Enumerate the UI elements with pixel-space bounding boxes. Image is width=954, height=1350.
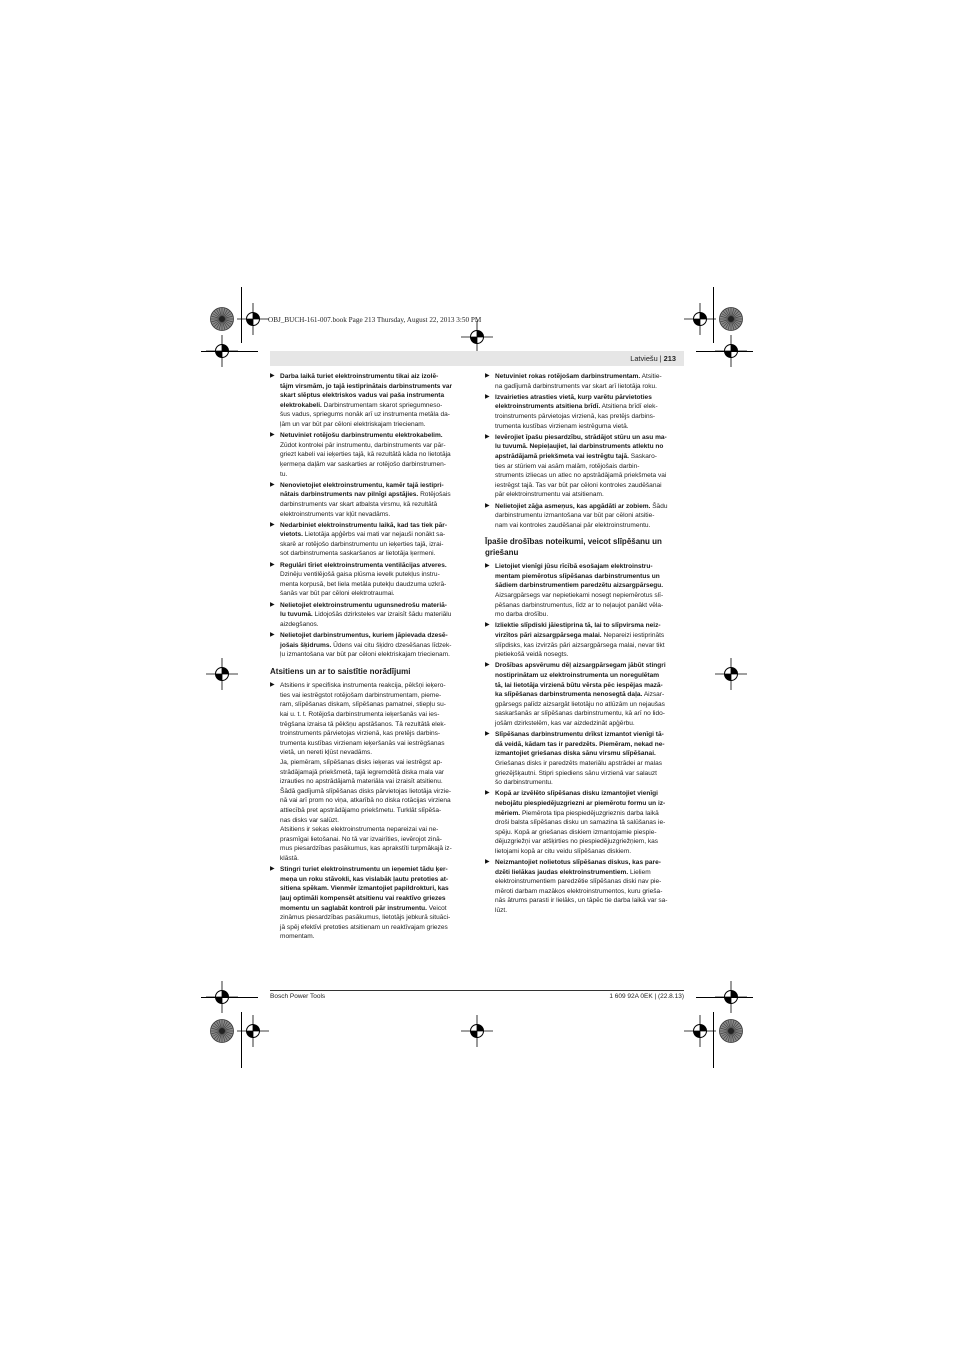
- list-item: [270, 865, 470, 942]
- list-item-body: Lidojošās dzirksteles var izraisīt šādu materiālu aizdegšanos.: [280, 611, 452, 628]
- list-item-text: [495, 372, 685, 391]
- list-item-body: Zūdot kontrolei pār instrumentu, darbinstruments var pār- griezt kabeli vai ieķerties tajā, kā rezultātā kāda no lietotāja ķermeņa daļām var saskarties ar rotējošo darbinstrumen- tu.: [280, 441, 451, 478]
- list-item-body: Aizsargpārsegs var nepietiekami nosegt nepiemērotus slī- pēšanas darbinstrumentus, līdz ar to neļaujot panākt vēla- mo darba drošību.: [495, 592, 664, 619]
- section-heading-kickback: Atsitiens un ar to saistītie norādījumi: [270, 666, 411, 676]
- list-item-body: Šādu darbinstrumentu izmantošana var būt par cēloni atsitie- nam vai kontroles zaudēšanai pār elektroinstrumentu.: [495, 502, 668, 529]
- list-item-bold: Nelietojiet zāģa asmeņus, kas apgādāti ar zobiem.: [495, 502, 651, 510]
- header-text: [630, 354, 676, 363]
- list-item-text: [495, 433, 685, 500]
- color-target-mark-icon: [209, 1018, 235, 1044]
- list-item-body: Ūdens vai citu šķidro dzesēšanas līdzek- ļu izmantošana var būt par cēloni elektriskajam triecienam.: [280, 641, 452, 659]
- list-item: [270, 521, 470, 559]
- list-item-bold: Nenovietojiet elektroinstrumentu, kamēr tajā iestipri- nātais darbinstruments nav pilnīgi apstājies.: [280, 481, 444, 499]
- crosshair-mark-icon: [715, 658, 747, 690]
- list-item-text: [280, 601, 470, 630]
- crosshair-mark-icon: [461, 1015, 493, 1047]
- list-item-text: [280, 631, 470, 660]
- list-item-bold: Ievērojiet īpašu piesardzību, strādājot stūru un asu ma- lu tuvumā. Nepieļaujiet, lai darbinstruments atlektu no apstrādājamā priekšmeta vai iestrēgtu tajā.: [495, 433, 667, 460]
- bullet-arrow-icon: ▶: [485, 563, 490, 570]
- list-item-body: Atsitie- na gadījumā darbinstruments var skart arī lietotāja roku.: [495, 373, 662, 390]
- crosshair-mark-icon: [684, 303, 716, 335]
- list-item-bold: Lietojiet vienīgi jūsu rīcībā esošajam elektroinstru- mentam piemērotus slīpēšanas darbinstrumentus un šādiem darbinstrumentiem paredzētu aizsargpārsegu.: [495, 563, 664, 590]
- list-item-body: Griešanas disks ir paredzēts materiālu apstrādei ar malas griezējšķautni. Stipri spiediens sānu virzienā var salauzt šo darbinstrumentu.: [495, 759, 663, 787]
- bullet-arrow-icon: ▶: [485, 433, 490, 440]
- page-header: [270, 351, 684, 366]
- bullet-arrow-icon: ▶: [270, 432, 275, 439]
- list-item-text: [495, 562, 685, 620]
- footer-code: 1 609 92A 0EK | (22.8.13): [609, 993, 684, 1000]
- right-items-top: [485, 372, 685, 530]
- list-item-bold: Stingri turiet elektroinstrumentu un ieņemiet tādu ķer- meņa un roku stāvokli, kas vislabāk ļautu pretoties at- sitiena spēkam. Vienmēr izmantojiet papildrokturi, kas ļauj optimāli kompensēt atsitienu vai reaktīvo griezes momentu un saglabāt kontroli pār instrumentu.: [280, 866, 449, 912]
- bullet-arrow-icon: ▶: [485, 790, 490, 797]
- section-heading-grinding: Īpašie drošības noteikumi, veicot slīpēšanu un griešanu: [485, 537, 662, 557]
- list-item-bold: Darba laikā turiet elektroinstrumentu tikai aiz izolē- tājm virsmām, jo tajā iestiprinātais darbinstruments var skart slēptus elektriskos vadus vai paša instrumenta elektrokabeli.: [280, 373, 453, 409]
- list-item-text: [280, 521, 470, 559]
- bullet-arrow-icon: ▶: [270, 632, 275, 638]
- bullet-arrow-icon: ▶: [270, 866, 275, 873]
- list-item-text: [495, 789, 685, 856]
- list-item-bold: Drošības apsvērumu dēļ aizsargpārsegam jābūt stingri nostiprinātam uz elektroinstrumenta un noregulētam tā, lai lietotāja virzienā būtu vērsta pēc iespējas mazā- ka slīpēšanas darbinstrumenta nenosegtā daļa.: [495, 662, 666, 699]
- list-item-bold: Netuviniet rokas rotējošam darbinstrumentam.: [495, 373, 641, 380]
- bullet-arrow-icon: ▶: [485, 502, 490, 509]
- list-item: [485, 562, 685, 620]
- footer-rule: [270, 990, 684, 991]
- left-column: [270, 372, 470, 944]
- list-item-text: [495, 502, 685, 531]
- crosshair-mark-icon: [461, 321, 493, 353]
- color-target-mark-icon: [718, 306, 744, 332]
- list-item-body: Nepareizi iestiprināts slīpdisks, kas izvirzās pāri aizsargpārsega malai, nevar tikt pietiekošā veidā nosegts.: [495, 632, 665, 659]
- bullet-arrow-icon: ▶: [485, 731, 490, 738]
- bullet-arrow-icon: ▶: [485, 622, 490, 629]
- list-item-text: [280, 481, 470, 519]
- list-item-body: Atsitiena brīdī elek- troinstruments pārvietojas virzienā, kas pretējs darbins- trumenta kustības virzienam iestrēguma vietā.: [495, 403, 658, 430]
- list-item: [270, 372, 470, 430]
- crosshair-mark-icon: [206, 335, 238, 367]
- color-target-mark-icon: [209, 306, 235, 332]
- list-item-text: [280, 372, 470, 430]
- list-item: [270, 561, 470, 599]
- list-item: [485, 502, 685, 531]
- list-item: [270, 431, 470, 479]
- list-item-body: Atsitiens ir specifiska instrumenta reakcija, pēkšņi ieķero- ties vai iestrēgstot rotējošam darbinstrumentam, pieme- ram, slīpēšanas diskam, slīpēšanas pamatnei, stiepļu su- kai u. t. t. Rotējoša darbinstrumenta ieķeršanās vai ies- trēgšana izraisa tā pēkšņu apstāšanos. Tā rezultātā elek- troinstruments pārvietojas virzienā, kas pretējs darbins- trumenta kustības virzienam ieķeršanās vai iestrēgšanas vietā, un nereti kļūst nevadāms. Ja, piemēram, slīpēšanas disks ieķeras vai iestrēgst ap- strādājamajā priekšmetā, tajā iegremdētā diska mala var izrauties no apstrādājamā materiāla vai izraisīt atsitienu. Šādā gadījumā slīpēšanas disks pārvietojas lietotāja virzie- nā vai arī prom no viņa, atkarībā no diska rotācijas virziena attiecībā pret apstrādājamo priekšmetu. Turklāt slīpēša- nas disks var salūzt. Atsitiens ir sekas elektroinstrumenta nepareizai vai ne- prasmīgai lietošanai. No tā var izvairīties, ievērojot zinā- mus piesardzības pasākumus, kas aprakstīti turpmākajā iz- klāstā.: [280, 682, 452, 862]
- list-item-bold: Neizmantojiet nolietotus slīpēšanas diskus, kas pare- dzēti lielākas jaudas elektroinstrumentiem.: [495, 859, 661, 876]
- list-item-text: [495, 621, 685, 659]
- list-item-bold: Kopā ar izvēlēto slīpēšanas disku izmantojiet vienīgi nebojātu piespiedējuzgriezni ar piemērotu formu un iz- mēriem.: [495, 790, 666, 817]
- list-item-text: [280, 431, 470, 479]
- list-item-body: Aizsar- gpārsegs palīdz aizsargāt lietotāju no atlūzām un nejaušas saskaršanās ar slīpēšanas darbinstrumentu, kā arī no lido- jošām dzirkstelēm, kas var aizdedzināt apģērbu.: [495, 691, 665, 727]
- list-item: [270, 631, 470, 660]
- crosshair-mark-icon: [684, 1015, 716, 1047]
- list-item-text: [280, 681, 470, 863]
- bullet-arrow-icon: ▶: [270, 561, 275, 568]
- list-item: [485, 789, 685, 856]
- list-item: [485, 730, 685, 788]
- list-item-body: Lietotāja apģērbs vai mati var nejauši nonākt sa- skarē ar rotējošo darbinstrumentu un ieķerties tajā, izrai- sot darbinstrumenta saskaršanos ar lietotāja ķermeni.: [280, 531, 446, 558]
- right-column: [485, 372, 685, 917]
- page-number: 213: [663, 354, 676, 363]
- list-item-bold: Regulāri tīriet elektroinstrumenta ventilācijas atveres.: [280, 561, 447, 569]
- bullet-arrow-icon: ▶: [485, 662, 490, 669]
- crosshair-mark-icon: [237, 1015, 269, 1047]
- left-items-bottom: [270, 681, 470, 942]
- list-item-text: [280, 561, 470, 599]
- list-item: [270, 601, 470, 630]
- list-item-bold: Slīpēšanas darbinstrumentu drīkst izmantot vienīgi tā- dā veidā, kādam tas ir paredzēts. Piemēram, nekad ne- izmantojiet griešanas diska sānu virsmu slīpēšanai.: [495, 731, 665, 758]
- list-item-bold: Izliektie slīpdiski jāiestiprina tā, lai to slīpvirsma neiz- virzītos pāri aizsargpārsega malai.: [495, 622, 661, 640]
- list-item: [485, 433, 685, 500]
- left-items-top: [270, 372, 470, 660]
- footer-brand: Bosch Power Tools: [270, 993, 326, 1000]
- bullet-arrow-icon: ▶: [270, 601, 275, 608]
- list-item-bold: Nedarbiniet elektroinstrumentu laikā, kad tas tiek pār- vietots.: [280, 521, 447, 539]
- list-item-bold: Izvairieties atrasties vietā, kurp varētu pārvietoties elektroinstruments atsitiena brīdī.: [495, 393, 652, 411]
- list-item-text: [495, 393, 685, 431]
- bullet-arrow-icon: ▶: [485, 373, 490, 379]
- crosshair-mark-icon: [206, 658, 238, 690]
- header-separator: |: [659, 354, 662, 363]
- list-item-bold: Nelietojiet elektroinstrumentu ugunsnedrošu materiā- lu tuvumā.: [280, 601, 447, 619]
- bullet-arrow-icon: ▶: [270, 521, 275, 528]
- header-language: Latviešu: [630, 354, 658, 363]
- list-item-text: [495, 858, 685, 916]
- right-items-bottom: [485, 562, 685, 915]
- crosshair-mark-icon: [715, 335, 747, 367]
- list-item-text: [495, 730, 685, 788]
- list-item-text: [495, 661, 685, 728]
- list-item: [270, 481, 470, 519]
- list-item: [485, 372, 685, 391]
- list-item-bold: Nelietojiet darbinstrumentus, kuriem jāpievada dzesē- jošais šķidrums.: [280, 632, 448, 649]
- list-item: [485, 858, 685, 916]
- list-item: [270, 681, 470, 863]
- list-item: [485, 621, 685, 659]
- print-info-line: OBJ_BUCH-161-007.book Page 213 Thursday, August 22, 2013 3:50 PM: [268, 316, 482, 324]
- list-item-body: Dzinēju ventilējošā gaisa plūsma ievelk putekļus instru- menta korpusā, bet liela metāla putekļu daudzuma uzkrā- šanās var būt par cēloni elektrotraumai.: [280, 571, 447, 598]
- list-item-bold: Netuviniet rotējošu darbinstrumentu elektrokabelim.: [280, 432, 443, 440]
- bullet-arrow-icon: ▶: [485, 859, 490, 866]
- bullet-arrow-icon: ▶: [485, 393, 490, 400]
- crosshair-mark-icon: [715, 981, 747, 1013]
- list-item-text: [280, 865, 470, 942]
- list-item-body: Piemērota tipa piespiedējuzgrieznis darba laikā droši balsta slīpēšanas disku un samazina tā salūšanas ie- spēju. Kopā ar griešanas diskiem izmantojamie piespie- dējuzgriežņi var atšķirties no piespiedējuzgriežņiem, kas lietojami kopā ar citu veidu slīpēšanas diskiem.: [495, 809, 666, 855]
- list-item: [485, 393, 685, 431]
- bullet-arrow-icon: ▶: [270, 682, 275, 689]
- bullet-arrow-icon: ▶: [270, 373, 275, 379]
- list-item-body: Darbinstrumentam skarot spriegumneso- šus vadus, spriegums nonāk arī uz instrumenta metāla da- ļām un var būt par cēloni elektriskajam triecienam.: [280, 401, 450, 428]
- crosshair-mark-icon: [206, 981, 238, 1013]
- list-item-body: Rotējošais darbinstruments var skart atbalsta virsmu, kā rezultātā elektroinstruments var kļūt nevadāms.: [280, 491, 451, 518]
- color-target-mark-icon: [718, 1018, 744, 1044]
- list-item-body: Veicot zināmus piesardzības pasākumus, lietotājs jebkurā situāci- jā spēj efektīvi pretoties atsitienam un reaktīvajam griezes momentam.: [280, 904, 451, 941]
- crosshair-mark-icon: [237, 303, 269, 335]
- list-item-body: Lieliem elektroinstrumentiem paredzētie slīpēšanas diski nav pie- mēroti darbam mazākos elektroinstrumentos, kuru grieša- nās ātrums parasti ir lielāks, un tāpēc tie darba laikā var sa- lūzt.: [495, 868, 668, 915]
- list-item: [485, 661, 685, 728]
- list-item-body: Saskaro- ties ar stūriem vai asām malām, rotējošais darbin- struments izliecas un atlec no apstrādājamā priekšmeta vai iestrēgst tajā. Tas var būt par cēloni kontroles zaudēšanai pār elektroinstrumentu vai atsitienam.: [495, 452, 667, 499]
- bullet-arrow-icon: ▶: [270, 481, 275, 488]
